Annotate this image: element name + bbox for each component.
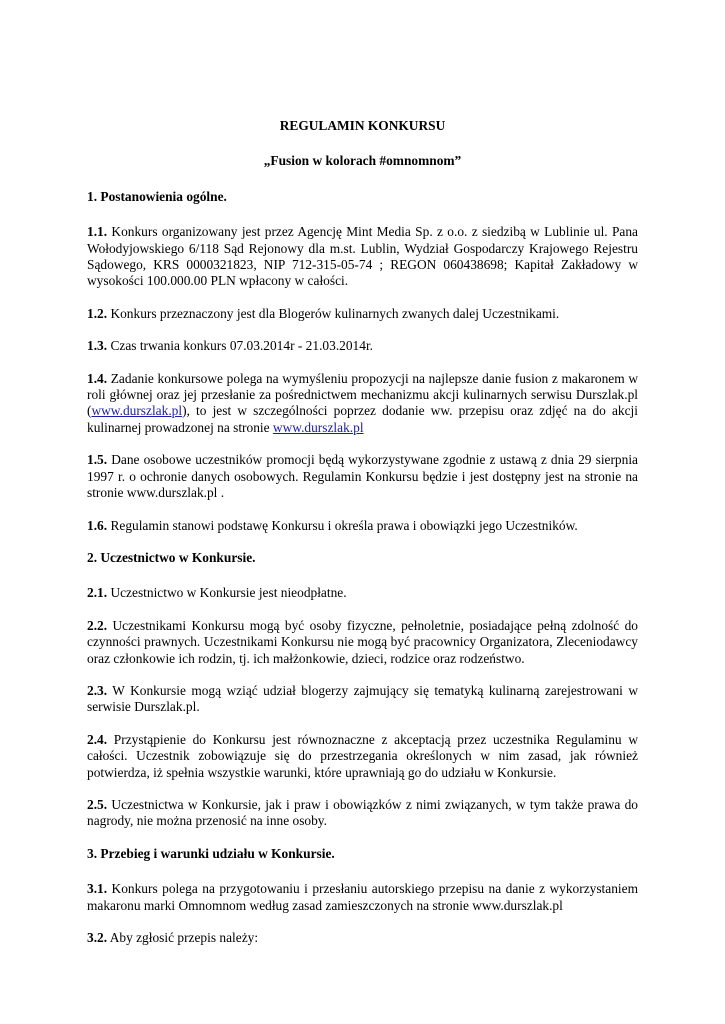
paragraph-number: 1.5. bbox=[87, 452, 108, 468]
paragraph-text: Regulamin stanowi podstawę Konkursu i określa prawa i obowiązki jego Uczestników. bbox=[107, 517, 578, 533]
paragraph-3-1 bbox=[87, 881, 638, 914]
paragraph-number: 1.2. bbox=[87, 305, 108, 321]
paragraph-2-5 bbox=[87, 797, 638, 830]
paragraph-number: 2.3. bbox=[87, 682, 108, 698]
durszlak-link[interactable]: www.durszlak.pl bbox=[91, 403, 183, 419]
paragraph-2-1 bbox=[87, 585, 638, 601]
paragraph-number: 2.2. bbox=[87, 617, 108, 633]
document-subtitle: „Fusion w kolorach #omnomnom” bbox=[263, 153, 462, 169]
paragraph-number: 3.1. bbox=[87, 881, 108, 897]
paragraph-number: 1.3. bbox=[87, 338, 108, 354]
paragraph-text: W Konkursie mogą wziąć udział blogerzy zajmujący się tematyką kulinarną zarejestrowani w serwisie Durszlak.pl. bbox=[87, 682, 638, 715]
paragraph-text: Konkurs organizowany jest przez Agencję Mint Media Sp. z o.o. z siedzibą w Lublinie ul. Pana Wołodyjowskiego 6/118 Sąd Rejonowy dla m.st. Lublin, Wydział Gospodarczy Krajowego Rejestru Sądowego, KRS 0000321823, NIP 712-315-05-74 ; REGON 060438698; Kapitał Zakładowy w wysokości 100.000.00 PLN wpłacony w całości. bbox=[87, 224, 638, 289]
paragraph-text: Przystąpienie do Konkursu jest równoznaczne z akceptacją przez uczestnika Regulaminu w całości. Uczestnik zobowiązuje się do przestrzegania określonych w nim zasad, jak również potwierdza, iż spełnia wszystkie warunki, które uprawniają go do udziału w Konkursie. bbox=[87, 731, 638, 780]
paragraph-3-2 bbox=[87, 930, 638, 946]
paragraph-text: Uczestnictwo w Konkursie jest nieodpłatne. bbox=[107, 585, 347, 601]
paragraph-text: Zadanie konkursowe polega na wymyśleniu propozycji na najlepsze danie fusion z makaronem w roli głównej oraz jej przesłanie za pośrednictwem mechanizmu akcji kulinarnych serwisu Durszlak.pl ( bbox=[87, 370, 638, 419]
paragraph-text: Uczestnictwa w Konkursie, jak i praw i obowiązków z nimi związanych, w tym także prawa do nagrody, nie można przenosić na inne osoby. bbox=[87, 796, 638, 829]
durszlak-link[interactable]: www.durszlak.pl bbox=[272, 419, 364, 435]
paragraph-number: 2.1. bbox=[87, 585, 108, 601]
paragraph-text: Aby zgłosić przepis należy: bbox=[107, 930, 259, 945]
paragraph-number: 1.6. bbox=[87, 517, 108, 533]
paragraph-2-4 bbox=[87, 732, 638, 781]
paragraph-number: 2.4. bbox=[87, 731, 108, 747]
paragraph-number: 1.1. bbox=[87, 224, 108, 240]
paragraph-1-1 bbox=[87, 224, 638, 290]
section-heading-1: 1. Postanowienia ogólne. bbox=[87, 188, 227, 204]
paragraph-number: 3.2. bbox=[87, 930, 108, 945]
paragraph-number: 2.5. bbox=[87, 796, 108, 812]
paragraph-1-5 bbox=[87, 452, 638, 501]
paragraph-2-3 bbox=[87, 683, 638, 716]
document-title: REGULAMIN KONKURSU bbox=[279, 118, 446, 133]
paragraph-text: Czas trwania konkurs 07.03.2014r - 21.03.2014r. bbox=[107, 338, 374, 354]
paragraph-1-3 bbox=[87, 338, 638, 354]
paragraph-text: Uczestnikami Konkursu mogą być osoby fizyczne, pełnoletnie, posiadające pełną zdolność do czynności prawnych. Uczestnikami Konkursu nie mogą być pracownicy Organizatora, Zleceniodawcy oraz członkowie ich rodzin, tj. ich małżonkowie, dzieci, rodzice oraz rodzeństwo. bbox=[87, 617, 638, 666]
paragraph-1-6 bbox=[87, 518, 638, 534]
paragraph-text: Konkurs przeznaczony jest dla Blogerów kulinarnych zwanych dalej Uczestnikami. bbox=[107, 305, 560, 321]
section-heading-2: 2. Uczestnictwo w Konkursie. bbox=[87, 549, 256, 565]
paragraph-text: Konkurs polega na przygotowaniu i przesłaniu autorskiego przepisu na danie z wykorzystaniem makaronu marki Omnomnom według zasad zamieszczonych na stronie www.durszlak.pl bbox=[87, 881, 638, 913]
paragraph-1-4 bbox=[87, 371, 638, 437]
document-body bbox=[87, 118, 638, 962]
paragraph-number: 1.4. bbox=[87, 370, 108, 386]
paragraph-2-2 bbox=[87, 618, 638, 667]
paragraph-1-2 bbox=[87, 306, 638, 322]
paragraph-text: Dane osobowe uczestników promocji będą wykorzystywane zgodnie z ustawą z dnia 29 sierpnia 1997 r. o ochronie danych osobowych. Regulamin Konkursu będzie i jest dostępny jest na stronie na stronie www.durszlak.pl . bbox=[87, 452, 638, 501]
section-heading-3: 3. Przebieg i warunki udziału w Konkursie. bbox=[87, 845, 335, 861]
paragraph-text: ), to jest w szczególności poprzez dodanie ww. przepisu oraz zdjęć na do akcji kulinarnej prowadzonej na stronie bbox=[87, 403, 638, 435]
